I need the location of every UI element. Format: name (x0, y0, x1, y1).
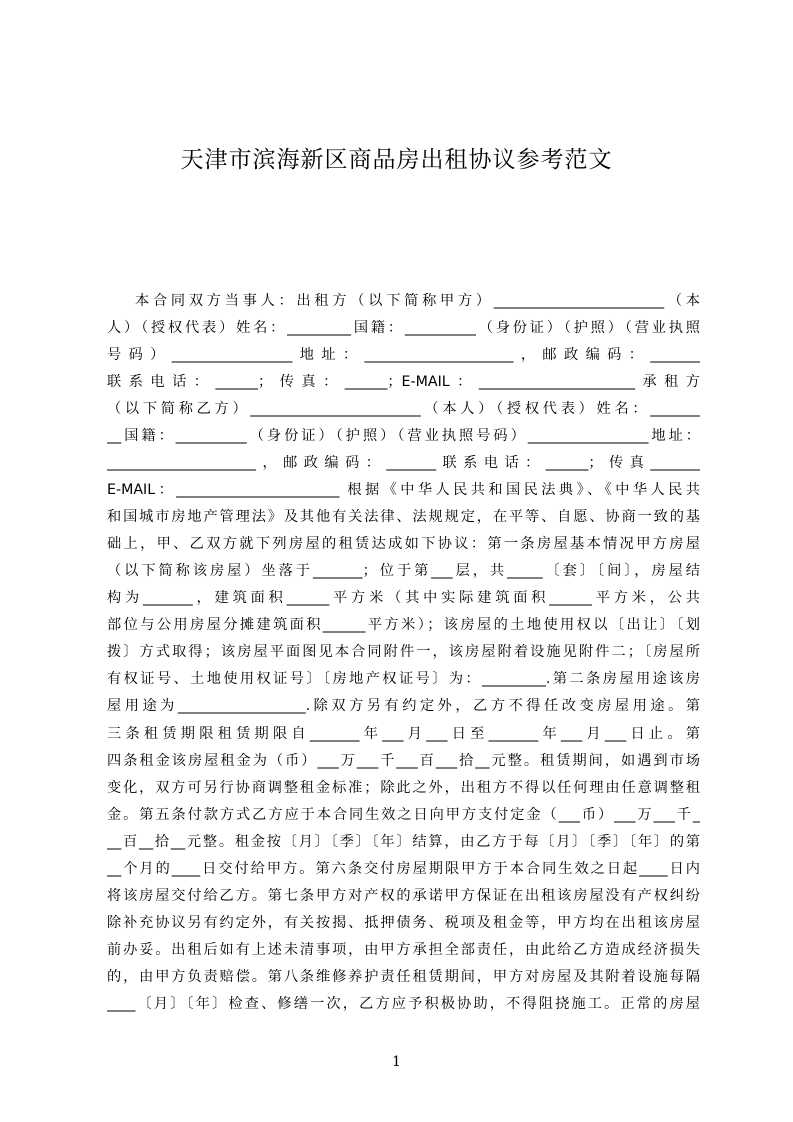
text-line: 人）（授权代表）姓名：_________国籍：__________（身份证）（护照）（营业执照 (107, 320, 700, 337)
text-line: 部位与公用房屋分摊建筑面积______平方米）；该房屋的土地使用权以〔出让〕〔划 (107, 617, 700, 634)
text-line: __国籍：__________（身份证）（护照）（营业执照号码）_________________地址： (107, 428, 700, 445)
text-line: 除补充协议另有约定外，有关按揭、抵押债务、税项及租金等，甲方均在出租该房屋 (107, 914, 700, 931)
text-line: 拨〕方式取得；该房屋平面图见本合同附件一，该房屋附着设施见附件二；〔房屋所 (107, 644, 700, 661)
text-line: 构为_______，建筑面积______平方米（其中实际建筑面积______平方米，公共 (107, 590, 700, 607)
text-line: 将该房屋交付给乙方。第七条甲方对产权的承诺甲方保证在出租该房屋没有产权纠纷 (107, 887, 700, 904)
text-line: ____〔月〕〔年〕检查、修缮一次，乙方应予积极协助，不得阻挠施工。正常的房屋 (107, 995, 700, 1012)
text-line: （以下简称乙方）________________________（本人）（授权代表）姓名：_______ (107, 401, 700, 418)
text-line: _____________________，邮政编码：_______联系电话：______；传真_______ (107, 455, 700, 472)
text-line: 四条租金该房屋租金为（币）___万___千___百___拾__元整。租赁期间，如遇到市场 (107, 752, 700, 769)
text-line: 金。第五条付款方式乙方应于本合同生效之日向甲方支付定金（___币）___万___千_ (107, 806, 700, 823)
text-line: 有权证号、土地使用权证号〕〔房地产权证号〕为：_________.第二条房屋用途该房 (107, 671, 700, 688)
text-line: 前办妥。出租后如有上述未清事项，由甲方承担全部责任，由此给乙方造成经济损失 (107, 941, 700, 958)
text-line: __百__拾__元整。租金按〔月〕〔季〕〔年〕结算，由乙方于每〔月〕〔季〕〔年〕的第 (107, 833, 700, 850)
text-line: 联系电话：______；传真：______；E-MAIL：______________________承租方 (107, 374, 700, 391)
text-line: 本合同双方当事人：出租方（以下简称甲方）________________________（本 (135, 293, 700, 309)
text-line: 三条租赁期限租赁期限自_______年___月___日至_______年___月___日止。第 (107, 725, 700, 742)
text-line: 变化，双方可另行协商调整租金标准；除此之外，出租方不得以任何理由任意调整租 (107, 779, 700, 796)
text-line: __个月的____日交付给甲方。第六条交付房屋期限甲方于本合同生效之日起____日内 (107, 860, 700, 877)
text-line: 屋用途为__________________.除双方另有约定外，乙方不得任改变房屋用途。第 (107, 698, 700, 715)
text-line: E-MAIL：_______________________ 根据《中华人民共和国民法典》、《中华人民共 (107, 482, 700, 499)
text-line: 和国城市房地产管理法》及其他有关法律、法规规定，在平等、自愿、协商一致的基 (107, 509, 700, 526)
text-line: 的，由甲方负责赔偿。第八条维修养护责任租赁期间，甲方对房屋及其附着设施每隔 (107, 968, 700, 985)
text-line: （以下简称该房屋）坐落于_______；位于第___层，共_____〔套〕〔间〕，房屋结 (107, 563, 700, 580)
document-title: 天津市滨海新区商品房出租协议参考范文 (180, 147, 613, 173)
text-line: 础上，甲、乙双方就下列房屋的租赁达成如下协议：第一条房屋基本情况甲方房屋 (107, 536, 700, 553)
contract-body (107, 288, 700, 1018)
text-line: 号码）_________________地址：_____________________，邮政编码：_______ (107, 347, 700, 364)
page-number: 1 (392, 1054, 401, 1070)
